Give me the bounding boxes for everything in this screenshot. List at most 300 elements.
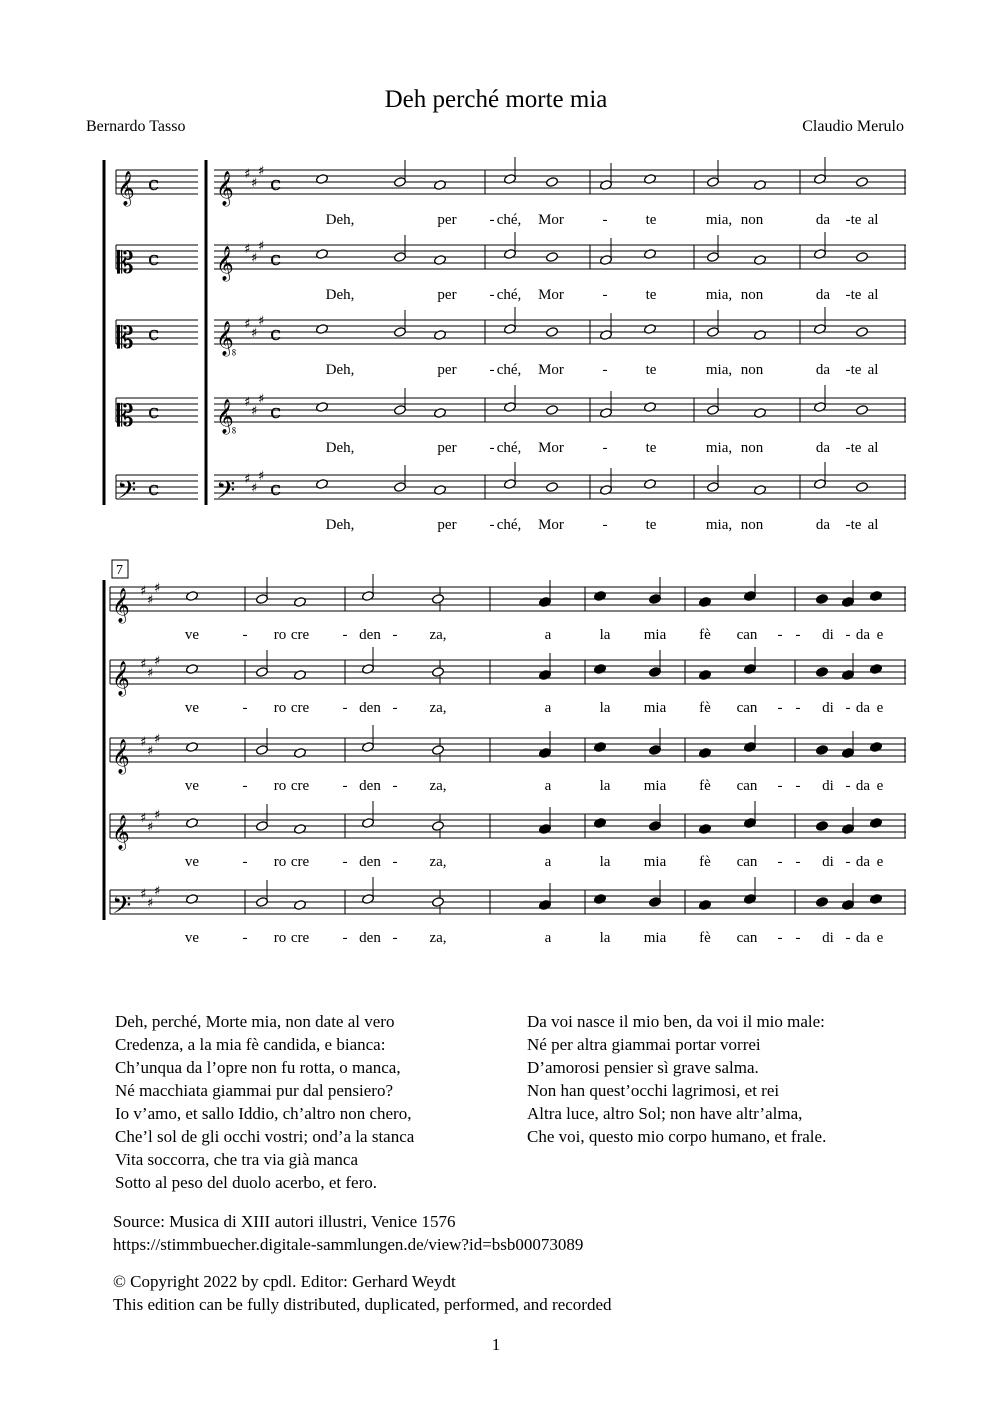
lyric-syllable: mia, [705,212,733,228]
lyric-syllable: - [795,930,801,946]
lyric-syllable: te [850,362,862,378]
lyric-syllable: - [845,517,851,533]
time-signature: c [270,246,282,270]
poem-line: Credenza, a la mia fè candida, e bianca: [115,1035,386,1054]
key-sharp: ♯ [251,326,258,341]
lyric-syllable: - [242,700,248,716]
note-head [546,405,559,416]
lyric-syllable: can [736,700,758,716]
time-signature: c [270,399,282,423]
key-sharp: ♯ [258,314,265,329]
lyric-syllable: fè [699,778,711,794]
lyric-syllable: za, [429,930,447,946]
lyric-syllable: per [437,362,457,378]
lyric-syllable: can [736,854,758,870]
note-head [594,664,607,675]
lyric-syllable: di [822,930,834,946]
copyright-note [113,1270,612,1316]
note-head [432,745,445,756]
lyric-syllable: da [855,627,871,643]
note-head [434,180,447,191]
key-sharp: ♯ [147,820,154,835]
lyric-syllable: cre [290,627,310,643]
lyric-syllable: - [489,440,495,456]
lyric-syllable: a [544,627,552,643]
lyric-syllable: - [795,854,801,870]
note-head [644,479,657,490]
lyric-syllable: ve [184,854,200,870]
note-head [316,324,329,335]
time-signature: c [270,171,282,195]
note-head [856,482,869,493]
lyric-syllable: za, [429,700,447,716]
lyric-syllable: te [645,287,657,303]
lyric-syllable: al [867,440,879,456]
key-sharp: ♯ [154,732,161,747]
note-head [294,824,307,835]
lyric-syllable: cre [290,854,310,870]
lyric-syllable: za, [429,854,447,870]
lyric-syllable: a [544,854,552,870]
lyric-syllable: - [845,627,851,643]
note-head [546,327,559,338]
note-head [186,818,199,829]
lyric-syllable: ve [184,627,200,643]
lyric-syllable: - [602,440,608,456]
lyric-syllable: te [645,212,657,228]
lyric-syllable: mia [643,930,667,946]
clef-symbol: 𝄢 [216,476,236,511]
clef-symbol: 𝄡 [117,321,134,356]
lyric-syllable: Mor [538,362,564,378]
lyric-syllable: ve [184,778,200,794]
lyric-syllable: - [602,362,608,378]
lyric-syllable: ro [273,778,287,794]
lyric-syllable: - [489,212,495,228]
note-head [870,818,883,829]
key-sharp: ♯ [244,395,251,410]
lyric-syllable: - [777,854,783,870]
note-head [870,664,883,675]
lyric-syllable: can [736,627,758,643]
lyric-syllable: non [740,362,764,378]
lyric-syllable: da [855,778,871,794]
key-sharp: ♯ [251,176,258,191]
poem-line: Io v’amo, et sallo Iddio, ch’altro non chero, [115,1104,412,1123]
lyric-syllable: te [850,440,862,456]
note-head [316,402,329,413]
note-head [816,667,829,678]
note-head [316,249,329,260]
time-signature: c [148,399,160,423]
lyric-syllable: ro [273,930,287,946]
lyric-syllable: - [845,854,851,870]
note-head [546,177,559,188]
lyric-syllable: za, [429,778,447,794]
note-head [432,897,445,908]
lyric-syllable: da [855,700,871,716]
lyric-syllable: - [795,627,801,643]
clef-symbol: 𝄡 [117,246,134,281]
lyric-syllable: Mor [538,440,564,456]
copyright-line: © Copyright 2022 by cpdl. Editor: Gerhard Weydt [113,1272,456,1291]
key-sharp: ♯ [258,469,265,484]
score-system-1 [104,157,906,533]
lyric-syllable: di [822,778,834,794]
note-head [294,900,307,911]
lyric-syllable: mia [643,778,667,794]
lyric-syllable: Deh, [325,517,355,533]
note-head [856,177,869,188]
lyric-syllable: - [845,362,851,378]
poem-line: Deh, perché, Morte mia, non date al vero [115,1012,395,1031]
key-sharp: ♯ [244,167,251,182]
lyric-syllable: la [599,700,611,716]
clef-symbol: 𝄞 [216,171,234,206]
poem-line: Vita soccorra, che tra via già manca [115,1150,358,1169]
key-sharp: ♯ [140,584,147,599]
lyric-syllable: da [855,930,871,946]
lyric-syllable: fè [699,700,711,716]
time-signature: c [148,171,160,195]
note-head [432,667,445,678]
time-signature: c [148,476,160,500]
lyric-syllable: te [850,212,862,228]
key-sharp: ♯ [251,404,258,419]
lyric-syllable: a [544,778,552,794]
note-head [699,900,712,911]
lyric-syllable: - [342,930,348,946]
key-sharp: ♯ [140,811,147,826]
source-note [113,1210,583,1256]
source-title: Source: Musica di XIII autori illustri, Venice 1576 [113,1212,456,1231]
note-head [594,591,607,602]
license-line: This edition can be fully distributed, duplicated, performed, and recorded [113,1295,612,1314]
lyric-syllable: al [867,212,879,228]
lyric-syllable: da [815,212,831,228]
note-head [644,324,657,335]
note-head [699,670,712,681]
time-signature: c [270,476,282,500]
lyric-syllable: den [359,854,381,870]
note-head [699,748,712,759]
key-sharp: ♯ [258,392,265,407]
note-head [594,818,607,829]
lyric-syllable: e [876,700,884,716]
lyric-syllable: cre [290,778,310,794]
lyric-syllable: - [602,517,608,533]
lyric-syllable: - [392,854,398,870]
lyric-syllable: den [359,930,381,946]
clef-symbol: 𝄢 [117,476,137,511]
note-head [594,894,607,905]
lyric-syllable: - [795,700,801,716]
lyric-syllable: ro [273,854,287,870]
lyric-syllable: mia [643,700,667,716]
lyric-syllable: e [876,778,884,794]
lyric-syllable: al [867,362,879,378]
time-signature: c [148,321,160,345]
lyric-syllable: da [815,362,831,378]
key-sharp: ♯ [154,808,161,823]
lyric-syllable: per [437,517,457,533]
note-head [816,745,829,756]
clef-symbol: 𝄞 [216,246,234,281]
lyric-syllable: Mor [538,517,564,533]
lyric-syllable: - [489,362,495,378]
key-sharp: ♯ [154,654,161,669]
lyric-syllable: fè [699,627,711,643]
note-head [294,670,307,681]
note-head [870,894,883,905]
lyric-syllable: - [845,212,851,228]
lyric-syllable: la [599,627,611,643]
note-head [434,485,447,496]
lyric-syllable: ve [184,700,200,716]
note-head [186,742,199,753]
page-number: 1 [491,1335,501,1354]
clef-symbol: 𝄢 [112,891,132,926]
note-head [186,664,199,675]
note-head [316,174,329,185]
poem-line: Non han quest’occhi lagrimosi, et rei [527,1081,780,1100]
key-sharp: ♯ [244,317,251,332]
clef-symbol: 𝄞 [112,588,130,623]
lyric-syllable: mia, [705,287,733,303]
key-sharp: ♯ [154,884,161,899]
poem-line: Da voi nasce il mio ben, da voi il mio male: [527,1012,825,1031]
note-head [644,174,657,185]
lyric-syllable: al [867,517,879,533]
note-head [432,821,445,832]
lyric-syllable: - [489,517,495,533]
lyric-syllable: cre [290,930,310,946]
key-sharp: ♯ [251,481,258,496]
note-head [870,742,883,753]
key-sharp: ♯ [258,239,265,254]
lyric-syllable: da [815,287,831,303]
lyric-syllable: - [342,854,348,870]
lyric-syllable: - [392,778,398,794]
lyric-syllable: ro [273,627,287,643]
lyric-syllable: non [740,440,764,456]
lyric-syllable: da [855,854,871,870]
lyric-syllable: la [599,930,611,946]
note-head [856,405,869,416]
lyric-syllable: can [736,930,758,946]
lyric-syllable: - [845,700,851,716]
lyric-syllable: di [822,627,834,643]
clef-symbol: 𝄞 [112,661,130,696]
lyric-syllable: - [777,700,783,716]
lyric-syllable: - [489,287,495,303]
lyric-syllable: - [242,778,248,794]
lyric-syllable: la [599,778,611,794]
note-head [754,485,767,496]
key-sharp: ♯ [140,887,147,902]
poem-line: Né macchiata giammai pur dal pensiero? [115,1081,394,1100]
source-link[interactable]: https://stimmbuecher.digitale-sammlungen.de/view?id=bsb00073089 [113,1235,584,1254]
lyric-syllable: can [736,778,758,794]
note-head [816,821,829,832]
lyric-syllable: ché, [496,362,522,378]
key-sharp: ♯ [140,657,147,672]
lyric-syllable: - [392,627,398,643]
lyric-syllable: - [845,287,851,303]
lyric-syllable: per [437,440,457,456]
note-head [816,594,829,605]
clef-symbol: 𝄡 [117,399,134,434]
lyric-syllable: - [777,778,783,794]
time-signature: c [148,246,160,270]
note-head [294,748,307,759]
lyric-syllable: e [876,930,884,946]
lyric-syllable: te [850,517,862,533]
lyric-syllable: - [342,700,348,716]
lyric-syllable: mia, [705,440,733,456]
lyric-syllable: e [876,854,884,870]
lyric-syllable: - [845,440,851,456]
poem-right-column [527,1010,826,1148]
poem-line: Né per altra giammai portar vorrei [527,1035,761,1054]
lyric-syllable: Mor [538,212,564,228]
lyric-syllable: - [392,700,398,716]
note-head [754,330,767,341]
score-system-2 [104,560,906,946]
poet-name: Bernardo Tasso [86,118,186,135]
lyric-syllable: den [359,700,381,716]
lyric-syllable: ché, [496,212,522,228]
lyric-syllable: non [740,517,764,533]
lyric-syllable: - [777,930,783,946]
lyric-syllable: - [602,287,608,303]
note-head [294,597,307,608]
note-head [546,482,559,493]
lyric-syllable: - [342,778,348,794]
lyric-syllable: mia [643,627,667,643]
note-head [754,408,767,419]
lyric-syllable: ché, [496,517,522,533]
poem-line: D’amorosi pensier sì grave salma. [527,1058,759,1077]
lyric-syllable: per [437,212,457,228]
note-head [870,591,883,602]
poem-left-column [115,1010,414,1194]
poem-line: Sotto al peso del duolo acerbo, et fero. [115,1173,378,1192]
lyric-syllable: non [740,212,764,228]
lyric-syllable: - [242,627,248,643]
key-sharp: ♯ [147,896,154,911]
note-head [546,252,559,263]
lyric-syllable: la [599,854,611,870]
time-signature: c [270,321,282,345]
note-head [856,327,869,338]
note-head [594,742,607,753]
lyric-syllable: Deh, [325,362,355,378]
page-title: Deh perché morte mia [384,86,608,113]
key-sharp: ♯ [258,164,265,179]
lyric-syllable: Deh, [325,287,355,303]
note-head [699,824,712,835]
note-head [816,897,829,908]
lyric-syllable: di [822,700,834,716]
lyric-syllable: e [876,627,884,643]
note-head [699,597,712,608]
lyric-syllable: te [645,440,657,456]
lyric-syllable: - [777,627,783,643]
composer-name: Claudio Merulo [802,118,904,135]
lyric-syllable: ro [273,700,287,716]
key-sharp: ♯ [147,666,154,681]
lyric-syllable: - [242,930,248,946]
key-sharp: ♯ [147,593,154,608]
clef-symbol: 𝄞 [112,815,130,850]
key-sharp: ♯ [244,242,251,257]
note-head [434,330,447,341]
note-head [186,894,199,905]
note-head [434,255,447,266]
lyric-syllable: da [815,517,831,533]
note-head [186,591,199,602]
lyric-syllable: fè [699,930,711,946]
clef-symbol: 𝄞 [112,739,130,774]
lyric-syllable: mia [643,854,667,870]
lyric-syllable: - [795,778,801,794]
clef-symbol: 𝄞 [117,171,135,206]
note-head [434,408,447,419]
note-head [644,249,657,260]
lyric-syllable: cre [290,700,310,716]
lyric-syllable: mia, [705,517,733,533]
lyric-syllable: Deh, [325,440,355,456]
lyric-syllable: ve [184,930,200,946]
lyric-syllable: a [544,930,552,946]
lyric-syllable: da [815,440,831,456]
clef-symbol: 𝄠 [216,399,237,434]
note-head [754,180,767,191]
clef-symbol: 𝄠 [216,321,237,356]
lyric-syllable: den [359,627,381,643]
measure-number: 7 [116,563,123,578]
key-sharp: ♯ [140,735,147,750]
key-sharp: ♯ [251,251,258,266]
poem-line: Che voi, questo mio corpo humano, et frale. [527,1127,827,1146]
poem-line: Ch’unqua da l’opre non fu rotta, o manca, [115,1058,401,1077]
lyric-syllable: al [867,287,879,303]
lyric-syllable: di [822,854,834,870]
lyric-syllable: Mor [538,287,564,303]
lyric-syllable: te [645,362,657,378]
lyric-syllable: den [359,778,381,794]
lyric-syllable: a [544,700,552,716]
lyric-syllable: te [645,517,657,533]
lyric-syllable: - [392,930,398,946]
lyric-syllable: per [437,287,457,303]
lyric-syllable: te [850,287,862,303]
key-sharp: ♯ [154,581,161,596]
lyric-syllable: fè [699,854,711,870]
note-head [644,402,657,413]
poem-line: Che’l sol de gli occhi vostri; ond’a la stanca [115,1127,415,1146]
lyric-syllable: - [602,212,608,228]
lyric-syllable: Deh, [325,212,355,228]
note-head [316,479,329,490]
lyric-syllable: za, [429,627,447,643]
lyric-syllable: ché, [496,287,522,303]
lyric-syllable: non [740,287,764,303]
lyric-syllable: mia, [705,362,733,378]
lyric-syllable: - [845,778,851,794]
lyric-syllable: - [242,854,248,870]
